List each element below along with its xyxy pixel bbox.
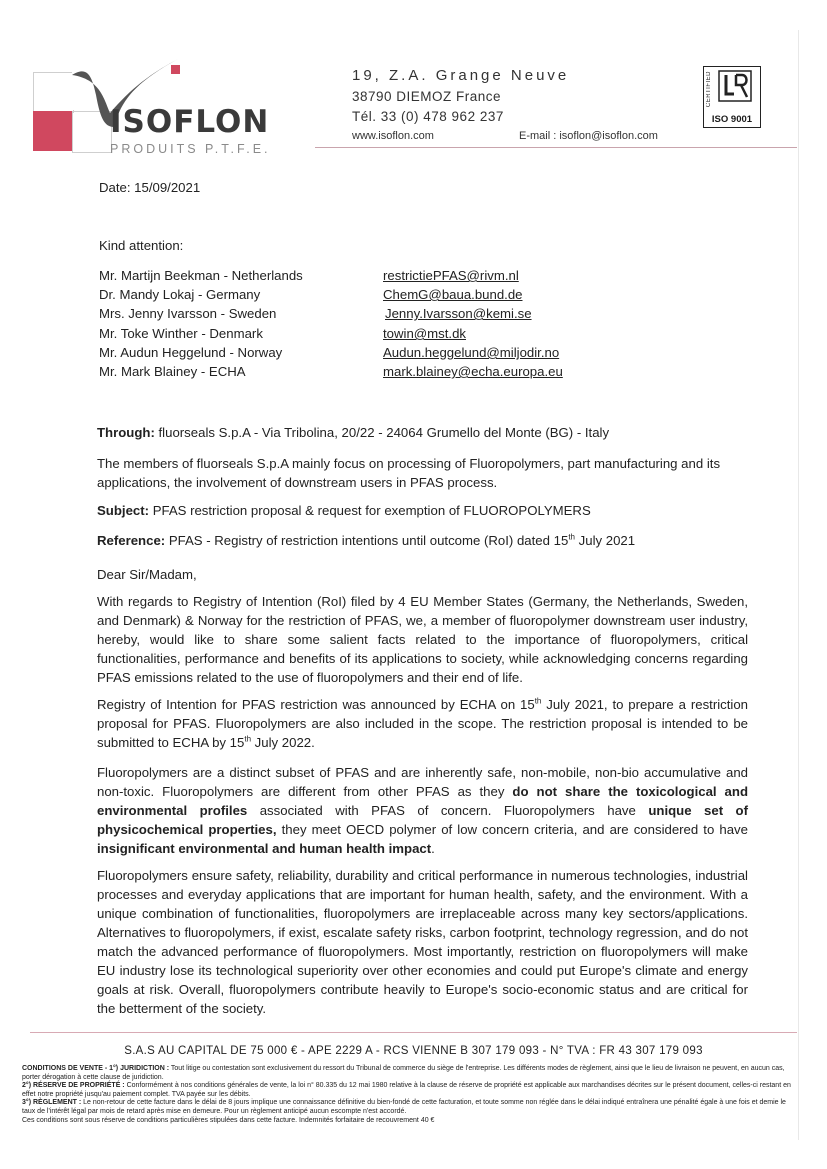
recipient-email[interactable]: towin@mst.dk <box>383 326 467 341</box>
reglement-label: 3°) RÈGLEMENT : <box>22 1099 82 1107</box>
through-line <box>97 425 609 440</box>
condition-reglement <box>22 1099 797 1116</box>
recipient-name: Mr. Audun Heggelund - Norway <box>99 345 283 360</box>
recipient-name: Mr. Mark Blainey - ECHA <box>99 364 246 379</box>
subject-label: Subject: <box>97 503 150 518</box>
para2-part-c: July 2022. <box>251 735 315 750</box>
paragraph-fluoropolymers-performance: Fluoropolymers ensure safety, reliability, durability and critical performance in numerous technologies, industrial processes and everyday applications that are important for human health, safety, and the environment. With a unique combination of functionalities, fluoropolymers are irreplaceable across many key sectors/applications. Alternatives to fluoropolymers, if exist, escalate safety risks, carbon footprint, technology regression, and do not match the advanced performance of fluoropolymers. Most importantly, restriction on fluoropolymers will make EU industry lose its technological superiority over other economies and could put Europe's climate and energy goals at risk. Overall, fluoropolymers contribute heavily to Europe's socio-economic status and are critical for the betterment of the society. <box>97 868 748 1016</box>
reference-sup: th <box>568 532 575 542</box>
company-registration: S.A.S AU CAPITAL DE 75 000 € - APE 2229 A - RCS VIENNE B 307 179 093 - N° TVA : FR 43 307 179 093 <box>124 1045 703 1057</box>
through-text: fluorseals S.p.A - Via Tribolina, 20/22 - 24064 Grumello del Monte (BG) - Italy <box>154 425 610 440</box>
recipient-email[interactable]: Jenny.Ivarsson@kemi.se <box>385 306 532 321</box>
recipient-email[interactable]: restrictiePFAS@rivm.nl <box>383 268 519 283</box>
condition-reserve <box>22 1082 797 1099</box>
recipient-name: Mr. Toke Winther - Denmark <box>99 326 263 341</box>
para2-sup-1: th <box>534 696 542 706</box>
footer-rule <box>30 1032 797 1033</box>
logo-square-top-left <box>33 72 74 113</box>
reserve-text: Conformément à nos conditions générales de vente, la loi n° 80.335 du 12 mai 1980 relative à la clause de réserve de propriété est applicable aux marchandises décrites sur le présent document, celles-ci restant en effet notre propriété jusqu'au paiement complet. TVA payée sur les débits. <box>22 1082 791 1098</box>
letter-date: Date: 15/09/2021 <box>99 180 201 195</box>
sales-conditions <box>22 1065 797 1125</box>
paragraph-roi: With regards to Registry of Intention (RoI) filed by 4 EU Member States (Germany, the Netherlands, Sweden, and Denmark) & Norway for the restriction of PFAS, we, a member of fluoropolymer downstream user industry, hereby, would like to share some salient facts related to the importance of fluoropolymers, critical functionalities, performance and benefits of its applications to society, while acknowledging concerns regarding PFAS emissions related to the use of fluoropolymers and their end of life. <box>97 594 748 685</box>
logo-square-bottom-left <box>33 111 72 151</box>
recipient-name: Dr. Mandy Lokaj - Germany <box>99 287 261 302</box>
para2-sup-2: th <box>244 734 252 744</box>
reserve-label: 2°) RÉSERVE DE PROPRIÉTÉ : <box>22 1082 125 1090</box>
paragraph-registry <box>97 695 748 752</box>
lloyds-register-icon <box>718 70 752 102</box>
reference-text: PFAS - Registry of restriction intentions until outcome (RoI) dated 15 <box>165 533 569 548</box>
para2-part-b: July 2021, to prepare a restriction proposal for PFAS. Fluoropolymers are also included in the scope. The restriction proposal is intended to be submitted to ECHA by 15 <box>97 697 748 750</box>
para3-part-d: they meet OECD polymer of low concern criteria, and are considered to have <box>276 822 748 837</box>
recipient-name: Mrs. Jenny Ivarsson - Sweden <box>99 306 277 321</box>
iso-certified-label: CERTIFIED <box>706 71 712 108</box>
para3-bold-1: do not share the toxicological and environmental profiles <box>97 784 748 818</box>
condition-jurisdiction <box>22 1065 797 1082</box>
members-paragraph: The members of fluorseals S.p.A mainly focus on processing of Fluoropolymers, part manufacturing and its applications, the involvement of downstream users in PFAS process. <box>97 456 721 490</box>
recipient-email[interactable]: ChemG@baua.bund.de <box>383 287 523 302</box>
jurisdiction-text: Tout litige ou contestation sont exclusivement du ressort du Tribunal de commerce du siège de l'entreprise. Les différents modes de règlement, ainsi que le lieu de livraison ne peuvent, en aucun cas, porter dérogation à cette clause de juridiction. <box>22 1065 785 1081</box>
address-line-2: 38790 DIEMOZ France <box>352 89 502 104</box>
page-edge-line <box>798 30 799 1140</box>
para3-part-e: . <box>431 841 435 856</box>
reference-label: Reference: <box>97 533 166 548</box>
header-email[interactable]: E-mail : isoflon@isoflon.com <box>519 130 658 142</box>
recipient-name: Mr. Martijn Beekman - Netherlands <box>99 268 303 283</box>
reference-end: July 2021 <box>574 533 636 548</box>
iso-label: ISO 9001 <box>711 114 753 125</box>
reglement-text: Le non-retour de cette facture dans le délai de 8 jours implique une connaissance définitive du bien-fondé de cette facturation, et toute somme non réglée dans le délai indiqué entraînera une pénalité égale à une fois et demie le taux de l'intérêt légal par mois de retard après mise en demeure. Pour un règlement anticipé aucun escompte n'est accordé. <box>22 1099 786 1115</box>
iso-9001-badge <box>703 66 761 128</box>
para2-part-a: Registry of Intention for PFAS restriction was announced by ECHA on 15 <box>97 697 535 712</box>
condition-last-line: Ces conditions sont sous réserve de conditions particulières stipulées dans cette facture. Indemnités forfaitaire de recouvrement 40 € <box>22 1116 435 1124</box>
subject-text: PFAS restriction proposal & request for exemption of FLUOROPOLYMERS <box>149 503 591 518</box>
para3-bold-2: unique set of physicochemical properties, <box>97 803 749 837</box>
logo-name: ISOFLON <box>110 104 270 140</box>
salutation: Dear Sir/Madam, <box>97 567 197 582</box>
paragraph-fluoropolymers-safe <box>97 763 748 858</box>
jurisdiction-label: CONDITIONS DE VENTE - 1°) JURIDICTION : <box>22 1065 170 1072</box>
para3-part-a: Fluoropolymers are a distinct subset of PFAS and are inherently safe, non-mobile, non-bio accumulative and non-toxic. Fluoropolymers are different from other PFAS as they <box>97 765 748 799</box>
logo-tagline: PRODUITS P.T.F.E. <box>110 142 271 156</box>
recipient-email[interactable]: Audun.heggelund@miljodir.no <box>383 345 560 360</box>
address-line-1: 19, Z.A. Grange Neuve <box>352 67 570 84</box>
website[interactable]: www.isoflon.com <box>352 130 434 142</box>
recipient-email[interactable]: mark.blainey@echa.europa.eu <box>383 364 563 379</box>
phone-number: Tél. 33 (0) 478 962 237 <box>352 109 504 124</box>
subject-line <box>97 503 591 518</box>
through-label: Through: <box>97 425 155 440</box>
para3-part-c: associated with PFAS of concern. Fluoropolymers have <box>247 803 649 818</box>
reference-line <box>97 533 635 548</box>
para3-bold-3: insignificant environmental and human health impact <box>97 841 432 856</box>
header-rule <box>315 147 797 148</box>
kind-attention: Kind attention: <box>99 238 184 253</box>
